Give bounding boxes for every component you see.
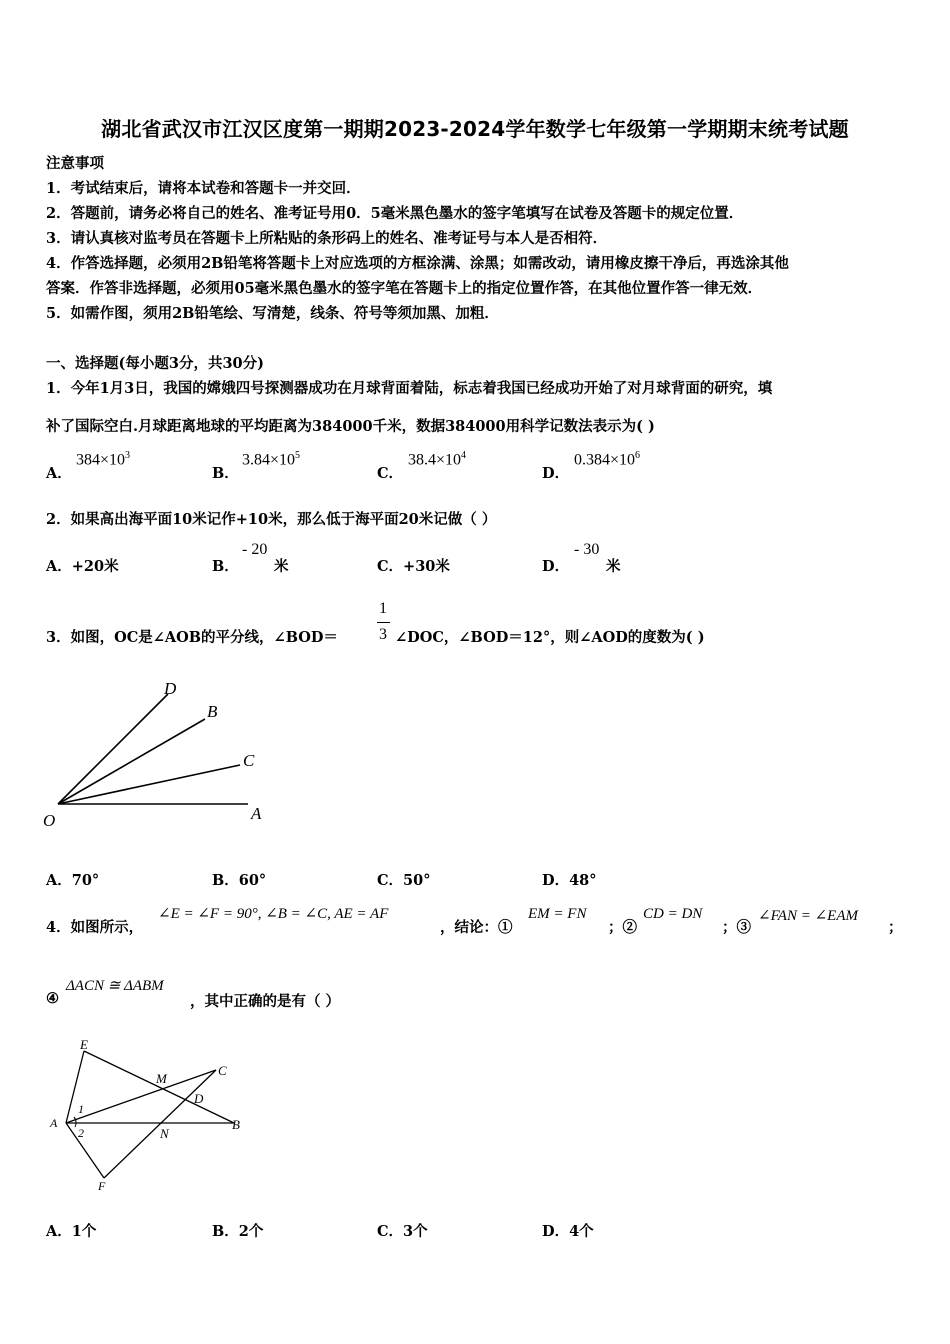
label-m: M [156,1071,167,1086]
q4-option-b: B．2个 [212,1223,264,1240]
q2-option-a: A．+20米 [46,558,119,575]
label-e: E [80,1037,88,1052]
q4-line2-tail: ，其中正确的是有（ ） [190,993,341,1010]
q4-conclusions-label: ，结论：① [440,919,513,936]
q2-option-c: C．+30米 [377,558,450,575]
label-b: B [207,702,218,721]
q2-option-b-value: - 20 [242,541,268,558]
label-o: O [43,811,56,830]
note-item: 5．如需作图，须用2B铅笔绘、写清楚，线条、符号等须加黑、加粗． [46,305,499,322]
q3-stem-part1: 3．如图，OC是∠AOB的平分线，∠BOD＝ [46,629,338,646]
label-b: B [232,1117,240,1132]
q3-stem-part2: ∠DOC，∠BOD＝12°，则∠AOD的度数为( ) [395,629,705,646]
q3-fraction-numerator: 1 [379,600,387,617]
label-angle-1: 1 [78,1102,84,1116]
q1-option-b-value: $3.84\times 10^5$ [242,450,301,469]
q2-option-d-unit: 米 [606,558,621,575]
label-c: C [243,751,255,770]
q4-stem-intro: 4．如图所示， [46,919,144,936]
q1-option-d-value: $0.384\times 10^6$ [574,450,641,469]
page-title: 湖北省武汉市江汉区度第一期期2023-2024学年数学七年级第一学期期末统考试题 [101,117,849,141]
note-item: 3．请认真核对监考员在答题卡上所粘贴的条形码上的姓名、准考证号与本人是否相符． [46,230,608,247]
q4-conditions: ∠E = ∠F = 90°, ∠B = ∠C, AE = AF [158,906,389,922]
q3-option-c: C．50° [377,872,431,889]
q2-option-d-letter: D． [542,558,570,575]
q3-option-b: B．60° [212,872,267,889]
q4-sep-3: ；③ [722,919,751,936]
q4-line2-marker: ④ [46,990,59,1007]
q3-fraction-bar [377,622,390,623]
q4-conclusion-1: EM = FN [528,906,587,922]
q2-stem: 2．如果高出海平面10米记作+10米，那么低于海平面20米记做（ ） [46,511,497,528]
section-title: 一、选择题(每小题3分，共30分) [46,355,264,372]
q3-option-d: D．48° [542,872,597,889]
q4-conclusion-4: ΔACN ≅ ΔABM [66,978,164,994]
q1-option-c-value: $38.4\times 10^4$ [408,450,467,469]
q4-option-a: A．1个 [46,1223,97,1240]
q1-stem-line1: 1．今年1月3日，我国的嫦娥四号探测器成功在月球背面着陆，标志着我国已经成功开始了对月球背面的研究，填 [46,380,773,397]
q4-conclusion-3: ∠FAN = ∠EAM [758,908,858,924]
q3-angle-figure [40,672,280,837]
q4-sep-4: ； [888,919,903,936]
q2-option-d-value: - 30 [574,541,600,558]
q3-option-a: A．70° [46,872,100,889]
label-angle-2: 2 [78,1126,84,1140]
label-a: A [251,804,262,823]
q1-option-d-letter: D． [542,465,570,482]
q4-option-c: C．3个 [377,1223,428,1240]
label-c: C [218,1063,227,1078]
q4-sep-2: ；② [608,919,637,936]
q1-stem-line2: 补了国际空白.月球距离地球的平均距离为384000千米，数据384000用科学记数法表示为( ) [46,418,655,435]
q1-option-c-letter: C． [377,465,404,482]
label-d: D [164,679,177,698]
q3-fraction-denominator: 3 [379,626,387,643]
label-f: F [98,1179,106,1193]
q2-option-b-unit: 米 [274,558,289,575]
label-a: A [50,1116,58,1130]
q4-triangle-figure [44,1035,254,1195]
note-item: 1．考试结束后，请将本试卷和答题卡一并交回． [46,180,361,197]
q2-option-b-letter: B． [212,558,239,575]
q1-option-a-letter: A． [46,465,72,482]
notes-heading: 注意事项 [46,155,104,172]
note-item: 2．答题前，请务必将自己的姓名、准考证号用0．5毫米黑色墨水的签字笔填写在试卷及答题卡的规定位置． [46,205,744,222]
q4-option-d: D．4个 [542,1223,594,1240]
q1-option-a-value: $384\times 10^3$ [76,450,131,469]
q4-conclusion-2: CD = DN [643,906,703,922]
q1-option-b-letter: B． [212,465,239,482]
label-d: D [194,1091,204,1106]
label-n: N [160,1126,169,1141]
note-item: 答案．作答非选择题，必须用05毫米黑色墨水的签字笔在答题卡上的指定位置作答，在其他位置作答一律无效． [46,280,763,297]
note-item: 4．作答选择题，必须用2B铅笔将答题卡上对应选项的方框涂满、涂黑；如需改动，请用橡皮擦干净后，再选涂其他 [46,255,789,272]
